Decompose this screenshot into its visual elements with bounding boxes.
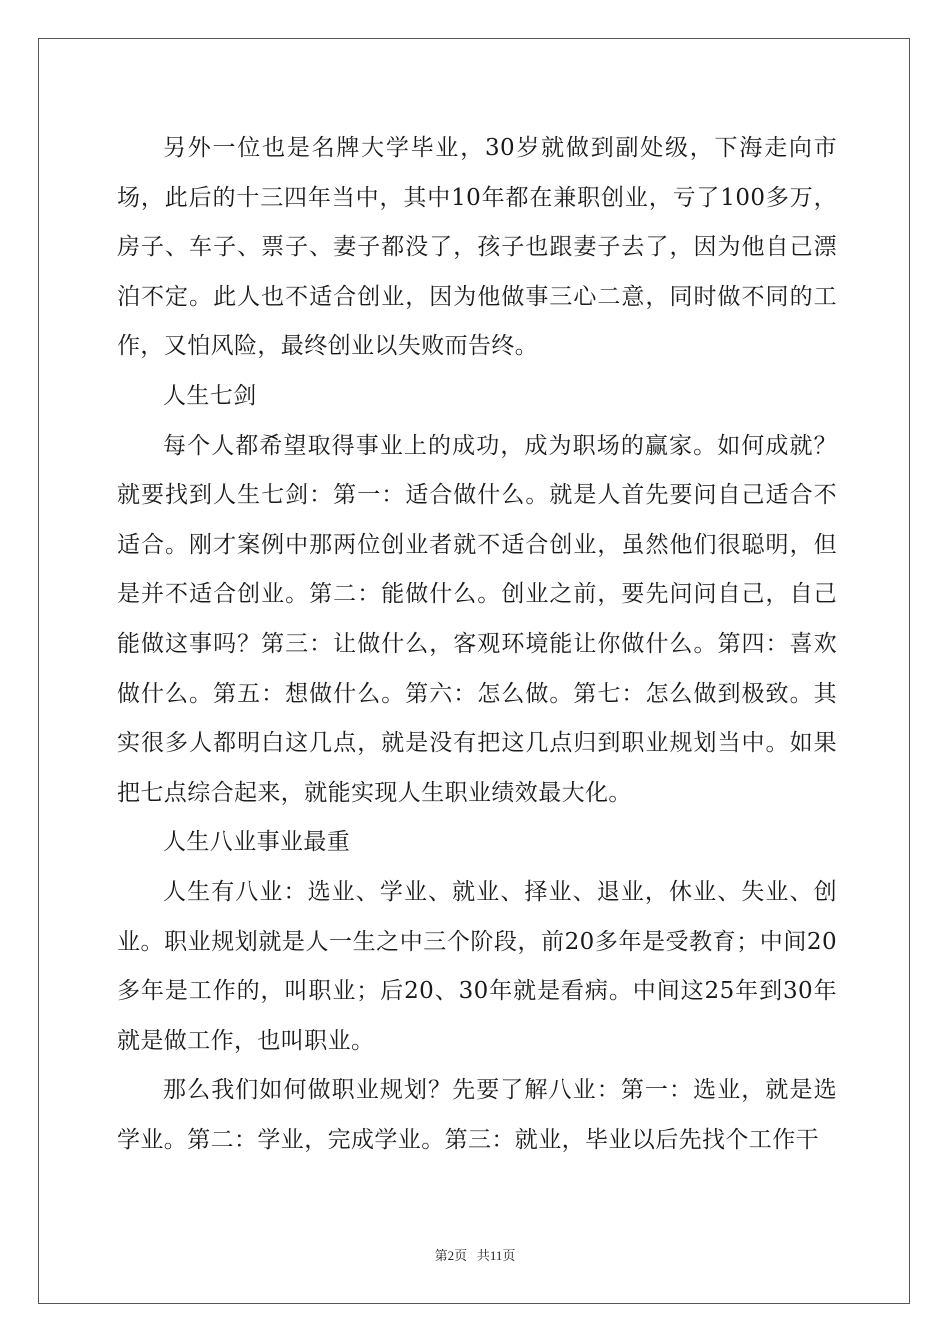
section-heading-seven-swords: 人生七剑 <box>163 382 257 409</box>
paragraph-career-planning: 那么我们如何做职业规划？先要了解八业：第一：选业，就是选学业。第二：学业，完成学业。第三：就业，毕业以后先找个工作干 <box>117 1077 837 1153</box>
page-number: 第2页 <box>434 1248 468 1263</box>
page-total: 共11页 <box>476 1248 516 1263</box>
paragraph-entrepreneur-case: 另外一位也是名牌大学毕业，30岁就做到副处级，下海走向市场，此后的十三四年当中，其中10年都在兼职创业，亏了100多万，房子、车子、票子、妻子都没了，孩子也跟妻子去了，因为他自己漂泊不定。此人也不适合创业，因为他做事三心二意，同时做不同的工作，又怕风险，最终创业以失败而告终。 <box>117 135 837 360</box>
document-body <box>117 124 837 1165</box>
section-heading-eight-careers: 人生八业事业最重 <box>163 829 351 856</box>
page-footer <box>0 1245 950 1264</box>
paragraph-seven-swords: 每个人都希望取得事业上的成功，成为职场的赢家。如何成就？就要找到人生七剑：第一：适合做什么。就是人首先要问自己适合不适合。刚才案例中那两位创业者就不适合创业，虽然他们很聪明，但是并不适合创业。第二：能做什么。创业之前，要先问问自己，自己能做这事吗？第三：让做什么，客观环境能让你做什么。第四：喜欢做什么。第五：想做什么。第六：怎么做。第七：怎么做到极致。其实很多人都明白这几点，就是没有把这几点归到职业规划当中。如果把七点综合起来，就能实现人生职业绩效最大化。 <box>117 432 837 806</box>
paragraph-eight-careers: 人生有八业：选业、学业、就业、择业、退业，休业、失业、创业。职业规划就是人一生之中三个阶段，前20多年是受教育；中间20多年是工作的，叫职业；后20、30年就是看病。中间这25年到30年就是做工作，也叫职业。 <box>117 878 837 1054</box>
